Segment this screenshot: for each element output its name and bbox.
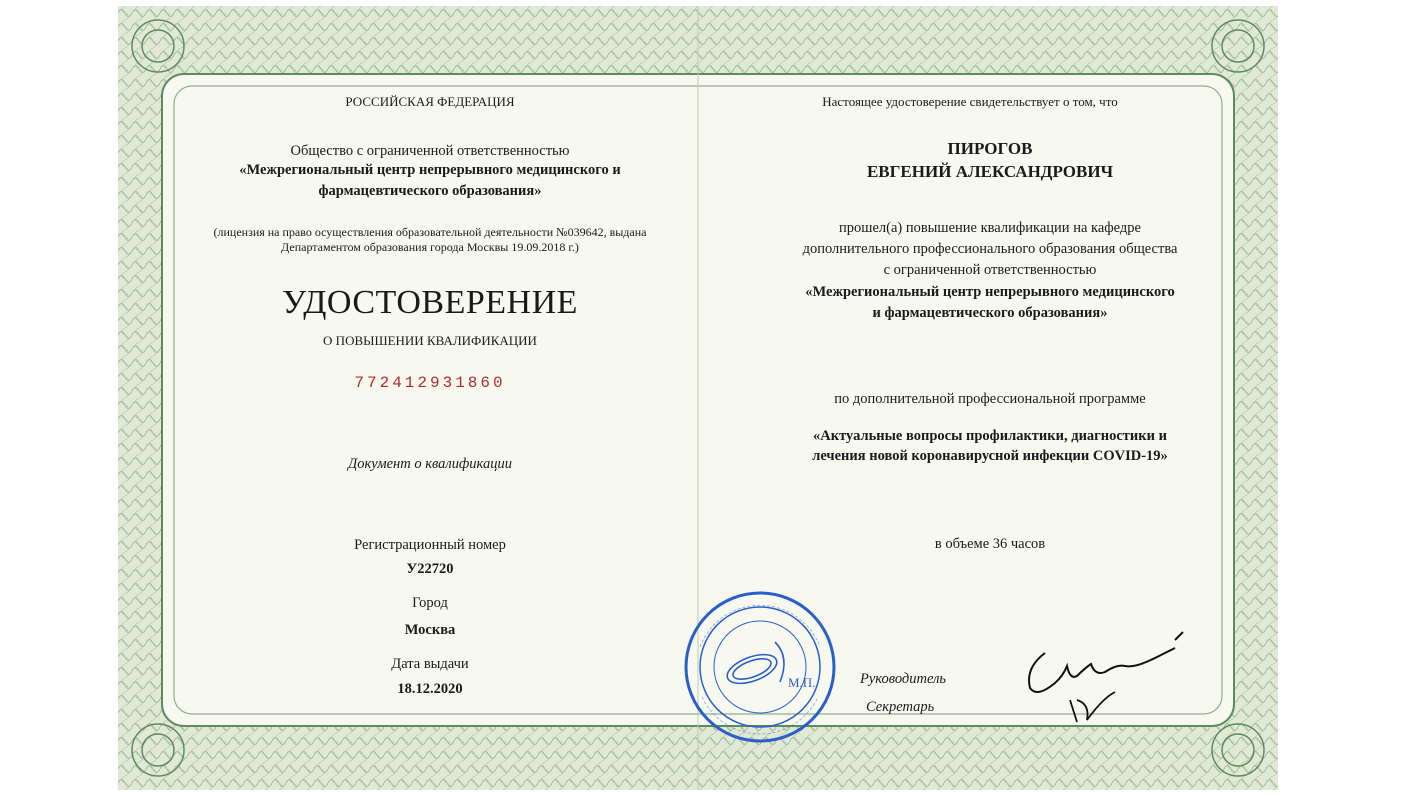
issue-date-label: Дата выдачи	[391, 656, 469, 672]
org-line2: и фармацевтического образования»	[872, 305, 1108, 321]
organization-stamp	[680, 587, 840, 747]
secretary-label: Секретарь	[866, 699, 935, 715]
reg-number-value: У22720	[406, 561, 454, 577]
country-label: РОССИЙСКАЯ ФЕДЕРАЦИЯ	[345, 94, 515, 109]
intro-text: Настоящее удостоверение свидетельствует о том, что	[822, 94, 1118, 109]
volume-hours: в объеме 36 часов	[934, 536, 1046, 552]
program-line1: «Актуальные вопросы профилактики, диагностики и	[813, 428, 1167, 444]
stamp-mark: М.П.	[788, 675, 816, 690]
reg-number-label: Регистрационный номер	[354, 537, 506, 553]
issue-date-value: 18.12.2020	[397, 681, 463, 697]
passed-line2: дополнительного профессионального образования общества	[802, 241, 1178, 257]
holder-surname: ПИРОГОВ	[947, 139, 1033, 158]
org-name-line1: «Межрегиональный центр непрерывного медицинского и	[239, 162, 621, 178]
city-value: Москва	[404, 622, 456, 638]
document-title: УДОСТОВЕРЕНИЕ	[282, 284, 578, 321]
org-line1: «Межрегиональный центр непрерывного медицинского	[805, 284, 1175, 300]
head-label: Руководитель	[860, 671, 946, 687]
serial-number: 772412931860	[354, 374, 506, 392]
holder-given-names: ЕВГЕНИЙ АЛЕКСАНДРОВИЧ	[866, 162, 1114, 181]
license-line1: (лицензия на право осуществления образовательной деятельности №039642, выдана	[213, 225, 647, 239]
doc-type-label: Документ о квалификации	[348, 456, 512, 472]
license-line2: Департаментом образования города Москвы 19.09.2018 г.)	[281, 240, 579, 254]
org-name-line2: фармацевтического образования»	[318, 183, 542, 199]
program-line2: лечения новой коронавирусной инфекции COVID-19»	[812, 448, 1168, 464]
document-subtitle: О ПОВЫШЕНИИ КВАЛИФИКАЦИИ	[323, 333, 537, 348]
passed-line3: с ограниченной ответственностью	[883, 262, 1097, 278]
passed-line1: прошел(а) повышение квалификации на кафедре	[839, 220, 1141, 236]
city-label: Город	[412, 595, 448, 611]
org-type: Общество с ограниченной ответственностью	[290, 143, 570, 159]
signature-image	[1015, 628, 1195, 728]
program-intro: по дополнительной профессиональной программе	[834, 391, 1146, 407]
